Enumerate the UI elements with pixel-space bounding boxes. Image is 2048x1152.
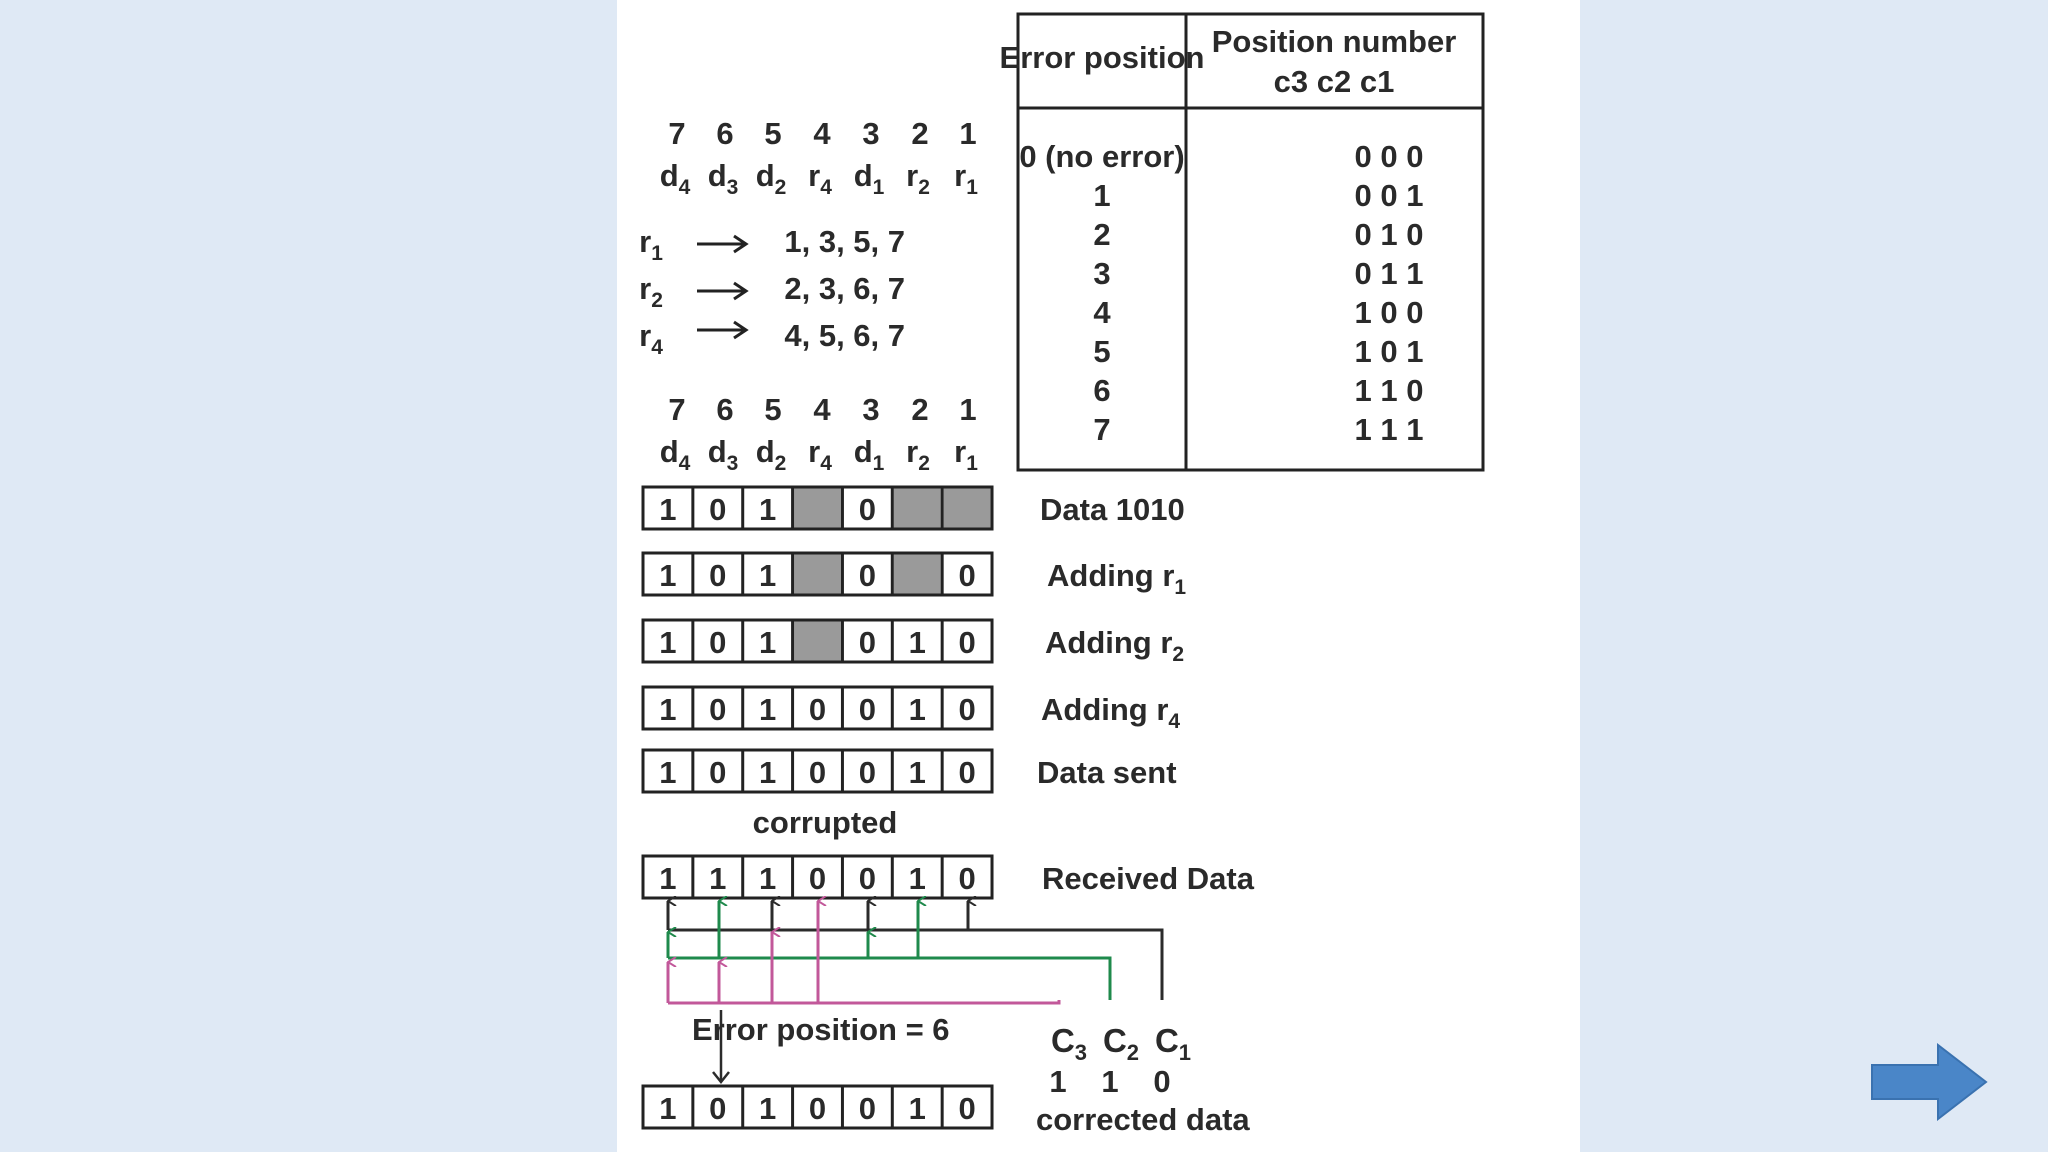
step-row bbox=[643, 687, 1180, 733]
c3-check-line bbox=[668, 1000, 1059, 1003]
syndrome-table bbox=[1000, 14, 1483, 470]
error-position-cell: 4 bbox=[1093, 295, 1111, 330]
check-bits bbox=[1049, 1022, 1191, 1099]
position-number: 3 bbox=[862, 392, 880, 427]
position-number: 3 bbox=[862, 116, 880, 151]
position-number-cell: 1 1 0 bbox=[1354, 373, 1424, 408]
bit-value: 1 bbox=[659, 692, 677, 727]
bit-value: 0 bbox=[808, 861, 827, 896]
step-label: Data 1010 bbox=[1040, 492, 1185, 527]
table-header-position-number: Position number bbox=[1211, 24, 1457, 59]
bit-value: 0 bbox=[858, 625, 876, 660]
table-header-check-bits: c3 c2 c1 bbox=[1273, 64, 1395, 99]
bit-label: $r_2$ bbox=[906, 158, 930, 199]
position-number-cell: 0 0 0 bbox=[1354, 139, 1424, 174]
step-label: Adding $r_1$ bbox=[1047, 558, 1187, 599]
bit-value: 0 bbox=[709, 625, 727, 660]
hamming-code-diagram bbox=[617, 0, 1580, 1152]
position-number: 5 bbox=[764, 392, 782, 427]
bit-value: 1 bbox=[759, 861, 777, 896]
bit-label: $d_4$ bbox=[659, 158, 691, 199]
error-position-cell: 3 bbox=[1093, 256, 1111, 291]
bit-value: 0 bbox=[858, 861, 876, 896]
bit-value: 1 bbox=[908, 1091, 926, 1126]
bit-value: 0 bbox=[958, 625, 976, 660]
position-number: 2 bbox=[911, 392, 929, 427]
empty-bit-cell bbox=[794, 622, 841, 661]
bit-value: 1 bbox=[659, 625, 677, 660]
position-number-cell: 0 1 1 bbox=[1354, 256, 1424, 291]
bit-value: 0 bbox=[858, 755, 876, 790]
bit-value: 1 bbox=[759, 1091, 777, 1126]
bit-value: 1 bbox=[659, 492, 677, 527]
bit-label: $r_1$ bbox=[954, 434, 978, 475]
c2-check-line bbox=[668, 958, 1110, 1000]
bit-label: $r_4$ bbox=[808, 434, 832, 475]
position-number-cell: 0 0 1 bbox=[1354, 178, 1424, 213]
bit-value: 0 bbox=[709, 1091, 727, 1126]
empty-bit-cell bbox=[794, 489, 841, 528]
bit-value: 1 bbox=[709, 861, 727, 896]
bit-value: 0 bbox=[958, 861, 976, 896]
step-row bbox=[643, 553, 1186, 599]
bit-value: 1 bbox=[759, 492, 777, 527]
bit-value: 1 bbox=[908, 625, 926, 660]
position-number: 1 bbox=[959, 392, 977, 427]
check-bit-value: 0 bbox=[1153, 1064, 1171, 1099]
error-position-cell: 0 (no error) bbox=[1019, 139, 1185, 174]
next-slide-arrow-icon[interactable] bbox=[1870, 1043, 1990, 1121]
bit-label: $r_1$ bbox=[954, 158, 978, 199]
position-number-cell: 1 0 1 bbox=[1354, 334, 1424, 369]
bit-value: 1 bbox=[759, 755, 777, 790]
position-number-cell: 0 1 0 bbox=[1354, 217, 1424, 252]
corrupted-label: corrupted bbox=[752, 805, 898, 840]
position-number: 4 bbox=[813, 116, 831, 151]
bit-label: $d_3$ bbox=[707, 158, 739, 199]
bit-value: 0 bbox=[958, 755, 976, 790]
bit-value: 0 bbox=[858, 558, 876, 593]
c1-check-line bbox=[668, 930, 1162, 1000]
bit-value: 1 bbox=[659, 1091, 677, 1126]
bit-value: 1 bbox=[759, 625, 777, 660]
position-number: 1 bbox=[959, 116, 977, 151]
bit-value: 0 bbox=[858, 692, 876, 727]
parity-positions: 4, 5, 6, 7 bbox=[784, 318, 905, 353]
position-number: 6 bbox=[716, 392, 734, 427]
bit-value: 0 bbox=[958, 558, 976, 593]
position-number-cell: 1 1 1 bbox=[1354, 412, 1424, 447]
check-wiring bbox=[668, 901, 1162, 1082]
step-label: Data sent bbox=[1037, 755, 1177, 790]
parity-positions: 1, 3, 5, 7 bbox=[784, 224, 905, 259]
bit-label: $d_3$ bbox=[707, 434, 739, 475]
position-header-second bbox=[660, 392, 979, 475]
bit-value: 1 bbox=[908, 692, 926, 727]
step-row bbox=[643, 620, 1184, 666]
error-position-cell: 6 bbox=[1093, 373, 1111, 408]
empty-bit-cell bbox=[894, 555, 941, 594]
bit-label: $d_1$ bbox=[853, 434, 885, 475]
check-bit-value: 1 bbox=[1101, 1064, 1119, 1099]
bit-value: 1 bbox=[759, 692, 777, 727]
step-label: Adding $r_4$ bbox=[1041, 692, 1181, 733]
bit-label: $r_2$ bbox=[906, 434, 930, 475]
parity-positions: 2, 3, 6, 7 bbox=[784, 271, 905, 306]
corrected-label: corrected data bbox=[1036, 1102, 1250, 1137]
parity-bit-label: $r_1$ bbox=[639, 224, 663, 265]
bit-value: 0 bbox=[709, 558, 727, 593]
check-bit-label: $C_3$ bbox=[1050, 1022, 1088, 1065]
position-header-top bbox=[660, 116, 979, 199]
bit-label: $d_4$ bbox=[659, 434, 691, 475]
bit-label: $d_1$ bbox=[853, 158, 885, 199]
bit-value: 0 bbox=[808, 755, 827, 790]
position-number-cell: 1 0 0 bbox=[1354, 295, 1424, 330]
position-number: 6 bbox=[716, 116, 734, 151]
bit-value: 1 bbox=[908, 861, 926, 896]
bit-value: 0 bbox=[958, 692, 976, 727]
check-bit-label: $C_1$ bbox=[1154, 1022, 1192, 1065]
bit-value: 0 bbox=[958, 1091, 976, 1126]
bit-value: 0 bbox=[858, 492, 876, 527]
received-label: Received Data bbox=[1042, 861, 1254, 896]
bit-value: 0 bbox=[858, 1091, 876, 1126]
bit-value: 0 bbox=[709, 492, 727, 527]
error-position-cell: 5 bbox=[1093, 334, 1111, 369]
empty-bit-cell bbox=[944, 489, 991, 528]
error-position-cell: 1 bbox=[1093, 178, 1111, 213]
check-bit-label: $C_2$ bbox=[1102, 1022, 1140, 1065]
position-number: 7 bbox=[668, 116, 686, 151]
position-number: 2 bbox=[911, 116, 929, 151]
encoding-steps bbox=[643, 487, 1186, 792]
bit-label: $d_2$ bbox=[755, 434, 787, 475]
bit-label: $r_4$ bbox=[808, 158, 832, 199]
bit-value: 0 bbox=[808, 692, 827, 727]
step-row bbox=[643, 487, 1185, 529]
empty-bit-cell bbox=[794, 555, 841, 594]
error-position-cell: 7 bbox=[1093, 412, 1111, 447]
bit-value: 1 bbox=[659, 861, 677, 896]
step-label: Adding $r_2$ bbox=[1045, 625, 1185, 666]
error-position-result: Error position = 6 bbox=[692, 1012, 950, 1047]
bit-value: 0 bbox=[808, 1091, 827, 1126]
empty-bit-cell bbox=[894, 489, 941, 528]
position-number: 4 bbox=[813, 392, 831, 427]
table-header-error-position: Error position bbox=[999, 40, 1205, 75]
position-number: 5 bbox=[764, 116, 782, 151]
bit-value: 1 bbox=[659, 755, 677, 790]
check-bit-value: 1 bbox=[1049, 1064, 1067, 1099]
parity-coverage bbox=[639, 224, 905, 359]
parity-bit-label: $r_2$ bbox=[639, 271, 663, 312]
bit-value: 1 bbox=[759, 558, 777, 593]
parity-bit-label: $r_4$ bbox=[639, 318, 663, 359]
bit-value: 0 bbox=[709, 755, 727, 790]
bit-value: 0 bbox=[709, 692, 727, 727]
bit-value: 1 bbox=[659, 558, 677, 593]
position-number: 7 bbox=[668, 392, 686, 427]
bit-label: $d_2$ bbox=[755, 158, 787, 199]
error-position-cell: 2 bbox=[1093, 217, 1111, 252]
step-row bbox=[643, 750, 1177, 792]
bit-value: 1 bbox=[908, 755, 926, 790]
received-data-row bbox=[643, 856, 1255, 898]
